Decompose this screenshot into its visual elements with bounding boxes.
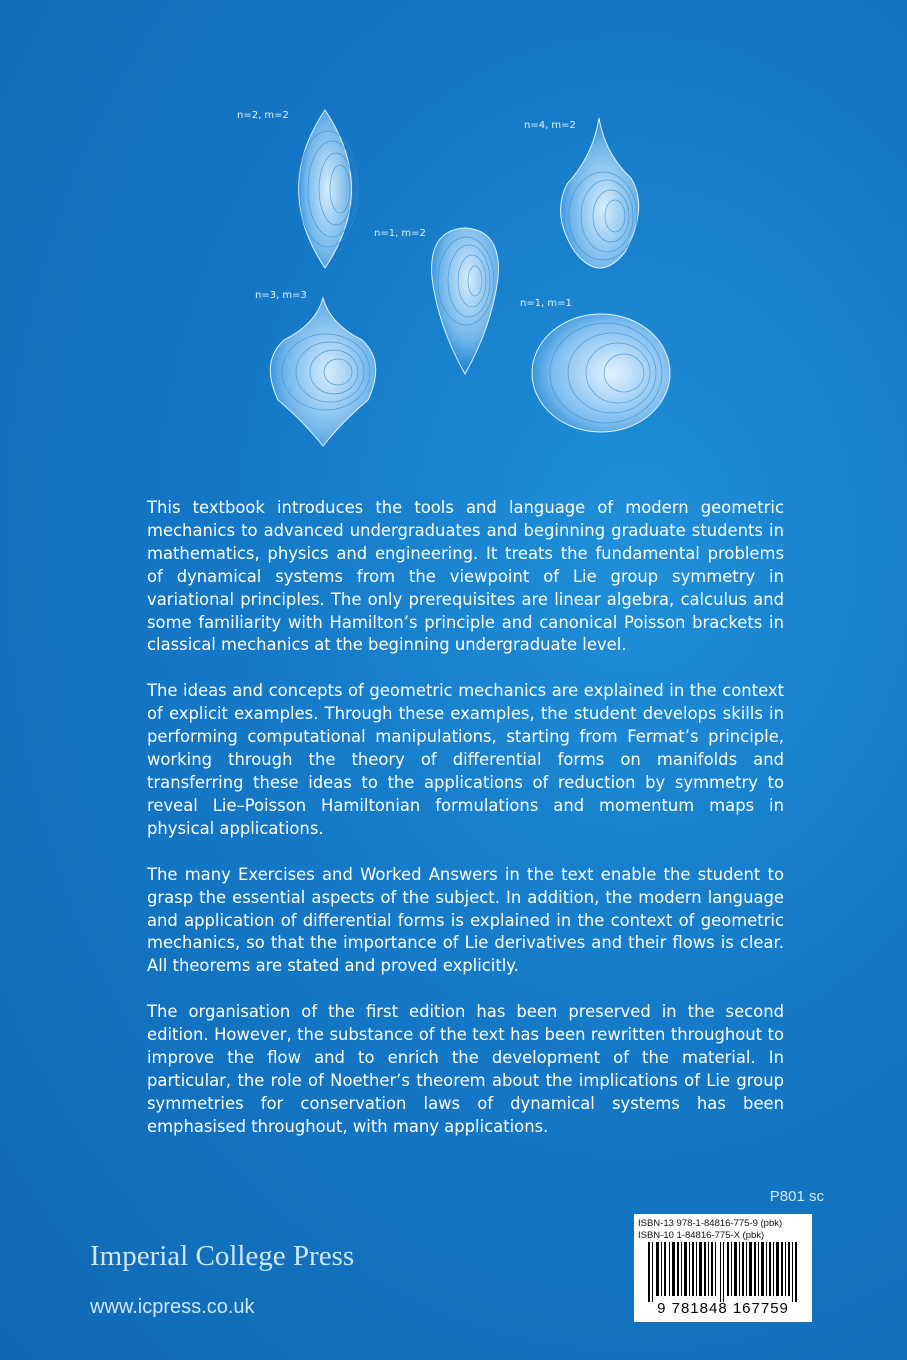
spindle-shape-figure — [262, 296, 384, 448]
isbn-13-text: ISBN-13 978-1-84816-775-9 (pbk) — [638, 1218, 783, 1229]
drop-shape-figure — [428, 226, 502, 376]
barcode-bars — [640, 1242, 806, 1302]
publisher-website: www.icpress.co.uk — [90, 1296, 255, 1318]
label-n4-m2: n=4, m=2 — [524, 120, 576, 131]
lens-shape-figure — [280, 108, 370, 270]
description-paragraph-3: The many Exercises and Worked Answers in the text enable the student to grasp the essential aspects of the subject. In addition, the modern language and application of differential forms is explained in the context of geometric mechanics, so that the importance of Lie derivatives and their flows is clear. All theorems are stated and proved explicitly. — [147, 864, 784, 976]
ellipsoid-shape-figure — [530, 312, 672, 434]
publisher-name: Imperial College Press — [90, 1240, 355, 1272]
description-paragraph-2: The ideas and concepts of geometric mechanics are explained in the context of explicit examples. Through these examples, the student develops skills in performing computational manipulations, starting from Fermat’s principle, working through the theory of differential forms on manifolds and transferring these ideas to the applications of reduction by symmetry to reveal Lie–Poisson Hamiltonian formulations and momentum maps in physical applications. — [147, 681, 784, 838]
isbn-barcode-box — [634, 1214, 812, 1322]
teardrop-shape-figure — [553, 116, 643, 276]
back-cover-description — [147, 497, 784, 1162]
description-paragraph-1: This textbook introduces the tools and language of modern geometric mechanics to advanced undergraduates and beginning graduate students in mathematics, physics and engineering. It treats the fundamental problems of dynamical systems from the viewpoint of Lie group symmetry in variational principles. The only prerequisites are linear algebra, calculus and some familiarity with Hamilton’s principle and canonical Poisson brackets in classical mechanics at the beginning undergraduate level. — [147, 498, 784, 655]
label-n3-m3: n=3, m=3 — [255, 290, 307, 301]
isbn-10-text: ISBN-10 1-84816-775-X (pbk) — [638, 1230, 765, 1241]
label-n1-m2: n=1, m=2 — [374, 228, 426, 239]
label-n2-m2: n=2, m=2 — [237, 110, 289, 121]
label-n1-m1: n=1, m=1 — [520, 298, 572, 309]
product-code: P801 sc — [769, 1188, 824, 1205]
barcode-digits: 9 781848 167759 — [657, 1300, 789, 1317]
description-paragraph-4: The organisation of the first edition has been preserved in the second edition. However, the substance of the text has been rewritten throughout to improve the flow and to enrich the development of the material. In particular, the role of Noether’s theorem about the implications of Lie group symmetries for conservation laws of dynamical systems has been emphasised throughout, with many applications. — [147, 1002, 784, 1136]
